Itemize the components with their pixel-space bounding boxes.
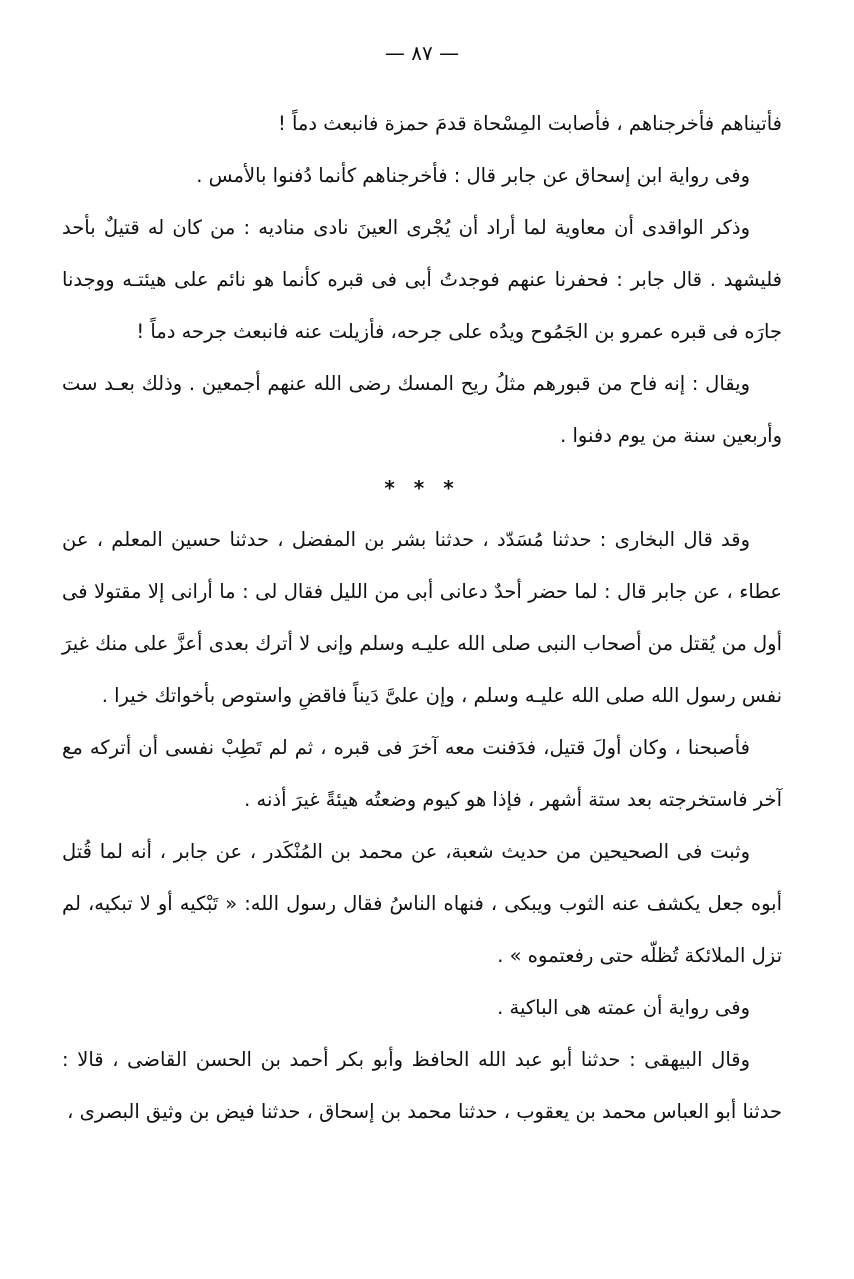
paragraph-2: وفى رواية ابن إسحاق عن جابر قال : فأخرجناهم كأنما دُفنوا بالأمس .	[196, 164, 750, 187]
paragraph-7: وثبت فى الصحيحين من حديث شعبة، عن محمد بن المُنْكَدر ، عن جابر ، أنه لما قُتل أبوه جعل يكشف عنه الثوب ويبكى ، فنهاه الناسُ فقال رسول الله: « تَبْكيه أو لا تبكيه، لم تزل الملائكة تُظلّه حتى رفعتموه » .	[62, 840, 782, 967]
section-divider: * * *	[384, 476, 460, 500]
page-number: — ٨٧ —	[384, 41, 460, 65]
paragraph-6: فأصبحنا ، وكان أولَ قتيل، فدَفنت معه آخرَ فى قبره ، ثم لم تَطِبْ نفسى أن أتركه مع آخر فاستخرجته بعد ستة أشهر ، فإذا هو كيوم وضعتُه هيئةً غيرَ أذنه .	[62, 736, 782, 811]
paragraph-4: ويقال : إنه فاح من قبورهم مثلُ ريح المسك رضى الله عنهم أجمعين . وذلك بعـد ست وأربعين سنة من يوم دفنوا .	[62, 372, 782, 447]
paragraph-3: وذكر الواقدى أن معاوية لما أراد أن يُجْرى العينَ نادى مناديه : من كان له قتيلٌ بأحد فليشهد . قال جابر : فحفرنا عنهم فوجدتُ أبى فى قبره كأنما هو نائم على هيئتـه ووجدنا جارَه فى قبره عمرو بن الجَمُوح ويدُه على جرحه، فأزيلت عنه فانبعث جرحه دماً !	[62, 216, 782, 343]
paragraph-1: فأتيناهم فأخرجناهم ، فأصابت المِسْحاة قدمَ حمزة فانبعث دماً !	[277, 112, 782, 135]
paragraph-8: وفى رواية أن عمته هى الباكية .	[497, 996, 750, 1019]
body-text	[62, 98, 782, 1138]
paragraph-5: وقد قال البخارى : حدثنا مُسَدّد ، حدثنا بشر بن المفضل ، حدثنا حسين المعلم ، عن عطاء ، عن جابر قال : لما حضر أحدٌ دعانى أبى من الليل فقال لى : ما أرانى إلا مقتولا فى أول من يُقتل من أصحاب النبى صلى الله عليـه وسلم وإنى لا أترك بعدى أعزَّ على منك غيرَ نفس رسول الله صلى الله عليـه وسلم ، وإن علىَّ دَيناً فاقضِ واستوص بأخواتك خيرا .	[62, 528, 782, 707]
paragraph-9: وقال البيهقى : حدثنا أبو عبد الله الحافظ وأبو بكر أحمد بن الحسن القاضى ، قالا : حدثنا أبو العباس محمد بن يعقوب ، حدثنا محمد بن إسحاق ، حدثنا فيض بن وثيق البصرى ،	[62, 1048, 782, 1123]
